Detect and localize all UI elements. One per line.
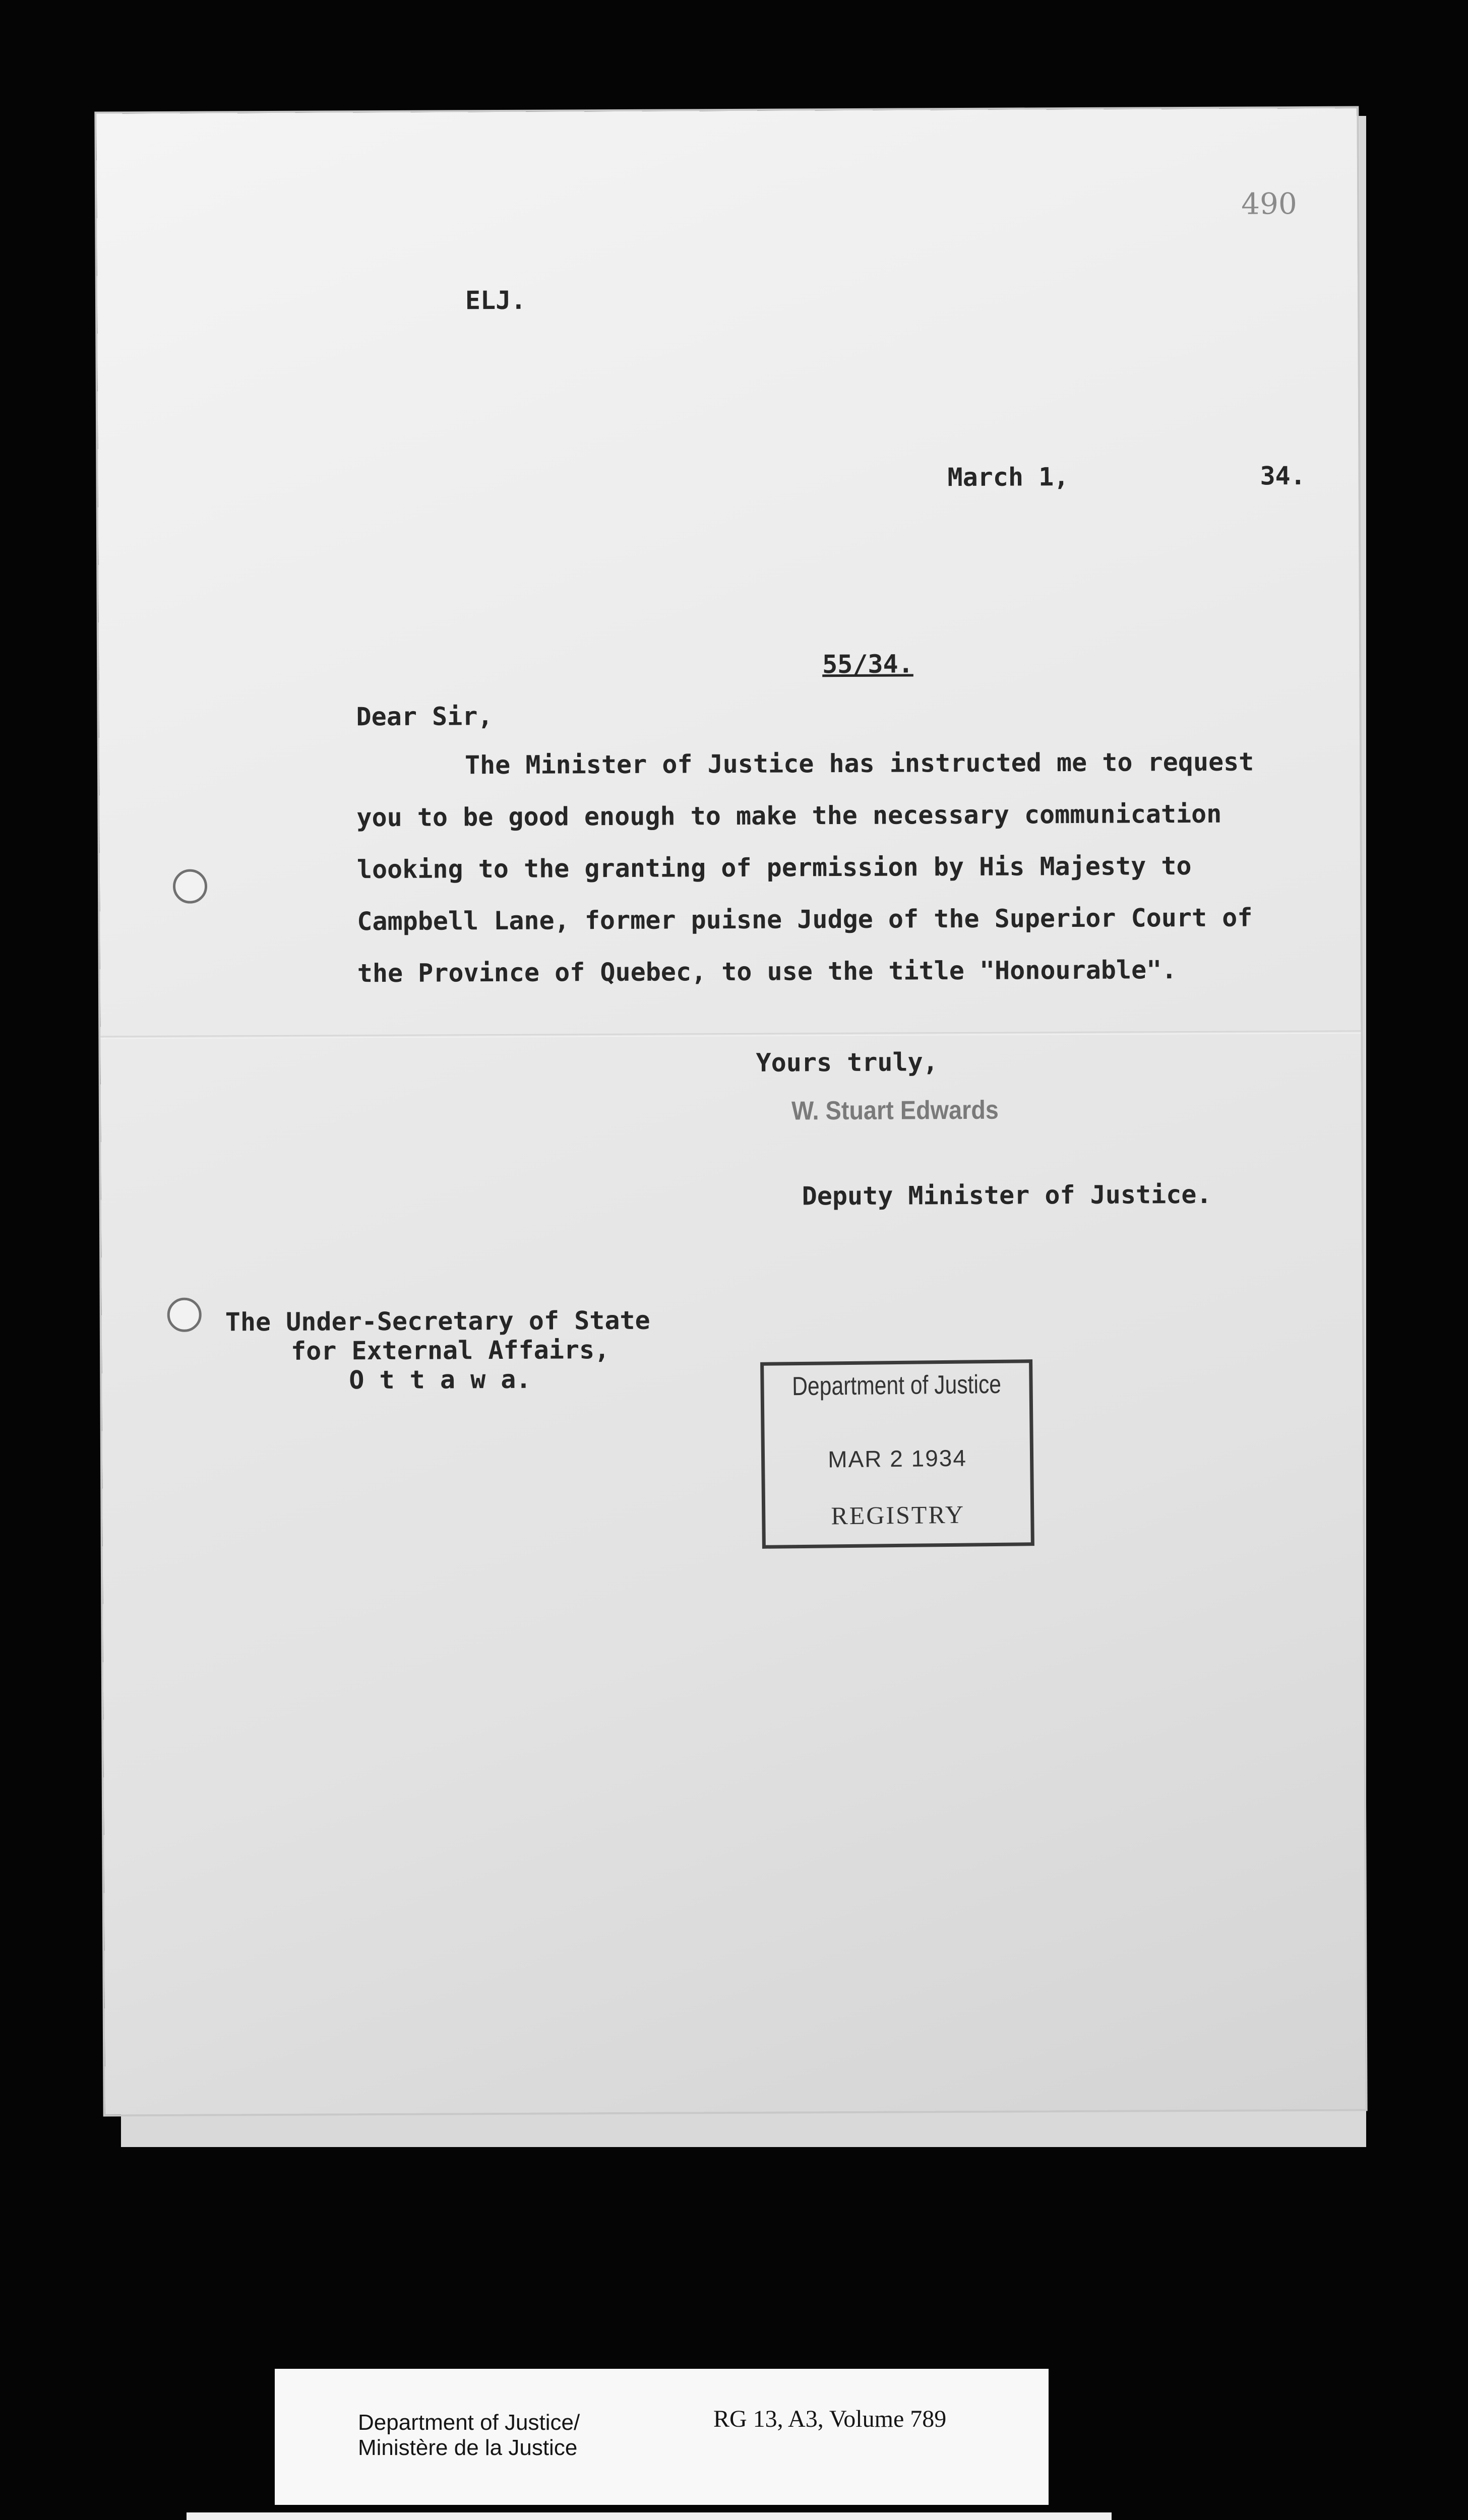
folio-number: 490 xyxy=(1241,186,1298,221)
initials: ELJ. xyxy=(465,285,526,316)
addressee-line-1: The Under-Secretary of State xyxy=(225,1305,650,1337)
date-month-day: March 1, xyxy=(947,462,1069,492)
salutation: Dear Sir, xyxy=(356,702,493,732)
stamp-registry: REGISTRY xyxy=(831,1500,965,1530)
signature: W. Stuart Edwards xyxy=(791,1095,999,1126)
body-line-5: the Province of Quebec, to use the title "Honourable". xyxy=(357,955,1177,988)
addressee-line-2: for External Affairs, xyxy=(290,1335,610,1366)
punch-hole-lower xyxy=(167,1298,202,1332)
stamp-department: Department of Justice xyxy=(791,1369,1002,1402)
archive-department-fr: Ministère de la Justice xyxy=(358,2435,578,2460)
body-line-1: The Minister of Justice has instructed me to request xyxy=(464,747,1254,780)
archive-department xyxy=(358,2410,580,2461)
archives-banner xyxy=(187,2512,1112,2520)
signer-title: Deputy Minister of Justice. xyxy=(802,1179,1212,1211)
stamp-date: MAR 2 1934 xyxy=(827,1444,967,1473)
letter-page xyxy=(96,108,1365,2115)
page-fold xyxy=(100,1031,1361,1039)
body-line-2: you to be good enough to make the necessary communication xyxy=(356,799,1222,833)
punch-hole-upper xyxy=(173,869,207,904)
archive-department-en: Department of Justice/ xyxy=(358,2410,580,2435)
date-year: 34. xyxy=(1260,461,1306,491)
archive-label xyxy=(275,2369,1049,2505)
file-number: 55/34. xyxy=(822,649,913,679)
body-line-3: looking to the granting of permission by His Majesty to xyxy=(356,851,1192,885)
body-line-4: Campbell Lane, former puisne Judge of the Superior Court of xyxy=(357,903,1253,936)
addressee-line-3: O t t a w a. xyxy=(349,1364,531,1395)
archive-reference: RG 13, A3, Volume 789 xyxy=(713,2406,947,2432)
closing: Yours truly, xyxy=(756,1047,938,1078)
registry-stamp xyxy=(760,1359,1034,1549)
